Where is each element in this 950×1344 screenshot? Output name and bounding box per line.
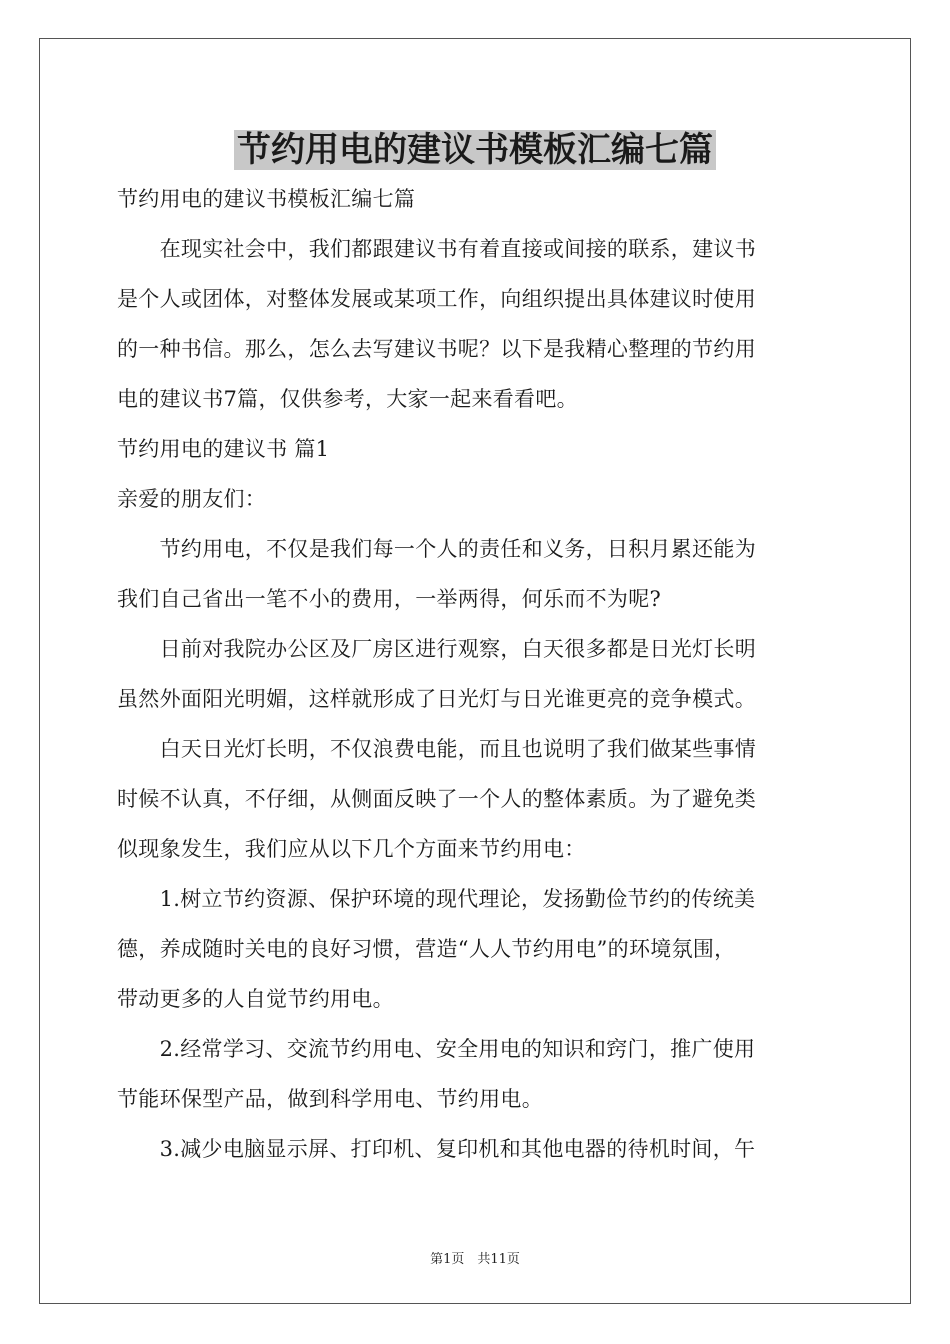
text-line: 白天日光灯长明，不仅浪费电能，而且也说明了我们做某些事情 <box>117 737 756 761</box>
text-line: 似现象发生，我们应从以下几个方面来节约用电： <box>117 837 586 861</box>
text-line: 我们自己省出一笔不小的费用，一举两得，何乐而不为呢? <box>117 587 662 611</box>
section-heading: 节约用电的建议书 篇1 <box>117 437 330 461</box>
text-line: 节能环保型产品，做到科学用电、节约用电。 <box>117 1087 543 1111</box>
text-line: 日前对我院办公区及厂房区进行观察，白天很多都是日光灯长明 <box>117 637 756 661</box>
text-line: 德，养成随时关电的良好习惯，营造“人人节约用电”的环境氛围， <box>117 937 736 961</box>
text-line: 时候不认真，不仔细，从侧面反映了一个人的整体素质。为了避免类 <box>117 787 756 811</box>
salutation: 亲爱的朋友们： <box>117 487 267 511</box>
text-line: 虽然外面阳光明媚，这样就形成了日光灯与日光谁更亮的竞争模式。 <box>117 687 756 711</box>
text-line: 在现实社会中，我们都跟建议书有着直接或间接的联系，建议书 <box>117 237 756 261</box>
text-line: 3.减少电脑显示屏、打印机、复印机和其他电器的待机时间，午 <box>117 1137 756 1161</box>
text-line: 电的建议书7篇，仅供参考，大家一起来看看吧。 <box>117 387 578 411</box>
document-title: 节约用电的建议书模板汇编七篇 <box>0 120 950 180</box>
text-line: 2.经常学习、交流节约用电、安全用电的知识和窍门，推广使用 <box>117 1037 756 1061</box>
text-line: 是个人或团体，对整体发展或某项工作，向组织提出具体建议时使用 <box>117 287 756 311</box>
page-border <box>39 38 911 1304</box>
text-line: 节约用电，不仅是我们每一个人的责任和义务，日积月累还能为 <box>117 537 756 561</box>
page-footer: 第1页 共11页 <box>430 1252 520 1267</box>
subtitle-line: 节约用电的建议书模板汇编七篇 <box>117 187 416 211</box>
text-line: 1.树立节约资源、保护环境的现代理论，发扬勤俭节约的传统美 <box>117 887 756 911</box>
text-line: 的一种书信。那么，怎么去写建议书呢？以下是我精心整理的节约用 <box>117 337 756 361</box>
text-line: 带动更多的人自觉节约用电。 <box>117 987 394 1011</box>
